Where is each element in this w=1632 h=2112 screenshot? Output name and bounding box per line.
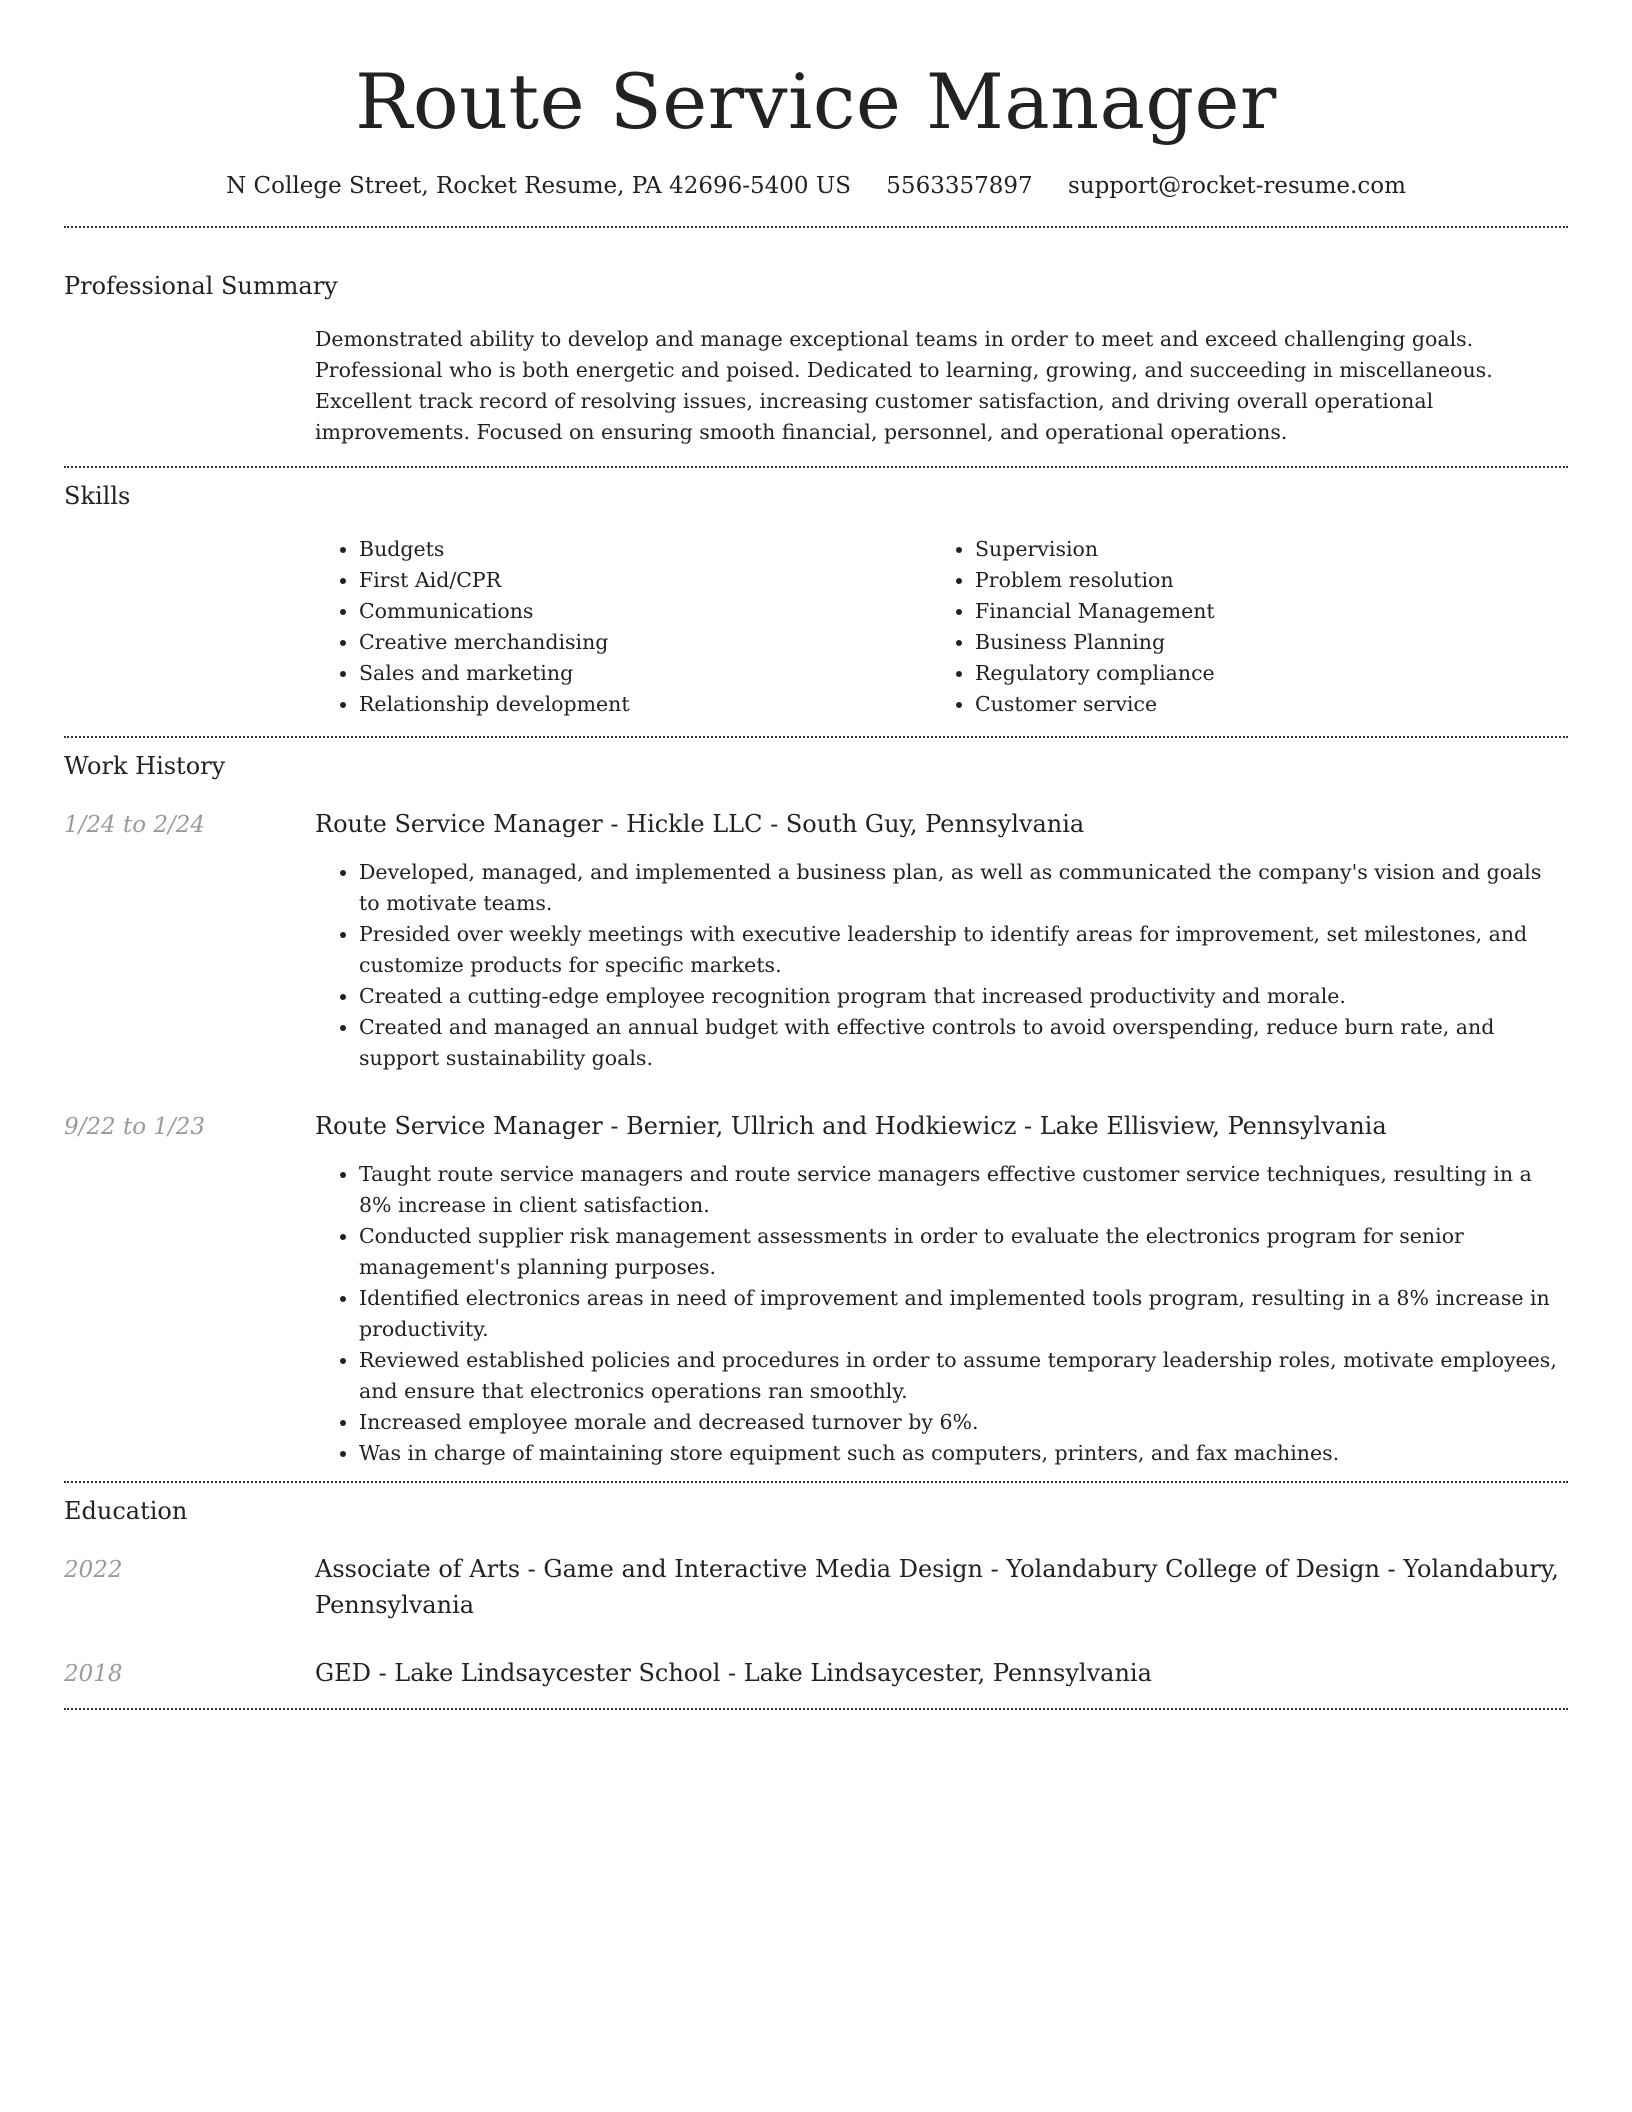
contact-address: N College Street, Rocket Resume, PA 42696-5400 US bbox=[226, 173, 851, 199]
job-bullet: • Reviewed established policies and procedures in order to assume temporary leadership roles, motivate employees, and ensure that electronics operations ran smoothly. bbox=[359, 1345, 1568, 1407]
job-bullet: • Created and managed an annual budget with effective controls to avoid overspending, reduce burn rate, and support sustainability goals. bbox=[359, 1012, 1568, 1074]
job-bullet: • Increased employee morale and decreased turnover by 6%. bbox=[359, 1407, 1568, 1438]
education-heading: Associate of Arts - Game and Interactive Media Design - Yolandabury College of Design - Yolandabury, Pennsylvania bbox=[315, 1555, 1559, 1619]
job-bullet: • Was in charge of maintaining store equipment such as computers, printers, and fax machines. bbox=[359, 1438, 1568, 1469]
skill-item: • Relationship development bbox=[359, 689, 931, 720]
job-bullet: • Conducted supplier risk management assessments in order to evaluate the electronics program for senior management's planning purposes. bbox=[359, 1221, 1568, 1283]
job-bullet: • Presided over weekly meetings with executive leadership to identify areas for improvement, set milestones, and customize products for specific markets. bbox=[359, 919, 1568, 981]
job-bullet: • Created a cutting-edge employee recognition program that increased productivity and morale. bbox=[359, 981, 1568, 1012]
skill-item: • Customer service bbox=[975, 689, 1568, 720]
divider bbox=[64, 226, 1568, 228]
job-dates: 1/24 to 2/24 bbox=[64, 812, 206, 838]
summary-text: Demonstrated ability to develop and manage exceptional teams in order to meet and exceed challenging goals. Professional who is both energetic and poised. Dedicated to learning, growing, and succeeding in miscellaneous. Excellent track record of resolving issues, increasing customer satisfaction, and driving overall operational improvements. Focused on ensuring smooth financial, personnel, and operational operations. bbox=[315, 327, 1493, 444]
divider bbox=[64, 1708, 1568, 1710]
job-bullet-list bbox=[315, 1159, 1568, 1469]
education-year: 2022 bbox=[64, 1557, 123, 1583]
section-title-education: Education bbox=[64, 1497, 188, 1525]
work-history-section bbox=[64, 750, 1568, 1469]
section-title-skills: Skills bbox=[64, 482, 131, 510]
skill-item: • Regulatory compliance bbox=[975, 658, 1568, 689]
job-details bbox=[315, 1159, 1568, 1469]
skill-item: • Financial Management bbox=[975, 596, 1568, 627]
divider bbox=[64, 736, 1568, 738]
skill-item: • Business Planning bbox=[975, 627, 1568, 658]
skills-grid bbox=[315, 534, 1568, 720]
contact-line bbox=[64, 170, 1568, 202]
skill-item: • First Aid/CPR bbox=[359, 565, 931, 596]
skills-list-left bbox=[315, 534, 931, 720]
education-entry bbox=[64, 1551, 1568, 1623]
section-title-summary: Professional Summary bbox=[64, 272, 338, 300]
education-year: 2018 bbox=[64, 1661, 123, 1687]
job-heading: Route Service Manager - Bernier, Ullrich and Hodkiewicz - Lake Ellisview, Pennsylvania bbox=[315, 1112, 1387, 1140]
job-bullet: • Taught route service managers and route service managers effective customer service techniques, resulting in a 8% increase in client satisfaction. bbox=[359, 1159, 1568, 1221]
summary-section bbox=[64, 270, 1568, 448]
skill-item: • Problem resolution bbox=[975, 565, 1568, 596]
skill-item: • Creative merchandising bbox=[359, 627, 931, 658]
job-dates: 9/22 to 1/23 bbox=[64, 1114, 206, 1140]
skills-section bbox=[64, 480, 1568, 720]
candidate-name: Route Service Manager bbox=[355, 57, 1277, 146]
education-entry bbox=[64, 1655, 1568, 1692]
skill-item: • Communications bbox=[359, 596, 931, 627]
job-heading: Route Service Manager - Hickle LLC - South Guy, Pennsylvania bbox=[315, 810, 1085, 838]
contact-phone: 5563357897 bbox=[886, 173, 1033, 199]
education-heading: GED - Lake Lindsaycester School - Lake Lindsaycester, Pennsylvania bbox=[315, 1659, 1152, 1687]
job-entry bbox=[64, 1108, 1568, 1145]
divider bbox=[64, 466, 1568, 468]
skill-item: • Supervision bbox=[975, 534, 1568, 565]
contact-email: support@rocket-resume.com bbox=[1067, 173, 1406, 199]
section-title-work-history: Work History bbox=[64, 752, 226, 780]
skill-item: • Sales and marketing bbox=[359, 658, 931, 689]
job-bullet: • Developed, managed, and implemented a business plan, as well as communicated the company's vision and goals to motivate teams. bbox=[359, 857, 1568, 919]
divider bbox=[64, 1481, 1568, 1483]
job-bullet: • Identified electronics areas in need of improvement and implemented tools program, resulting in a 8% increase in productivity. bbox=[359, 1283, 1568, 1345]
job-entry bbox=[64, 806, 1568, 843]
skills-list-right bbox=[931, 534, 1568, 720]
job-bullet-list bbox=[315, 857, 1568, 1074]
job-details bbox=[315, 857, 1568, 1074]
skill-item: • Budgets bbox=[359, 534, 931, 565]
education-section bbox=[64, 1495, 1568, 1692]
